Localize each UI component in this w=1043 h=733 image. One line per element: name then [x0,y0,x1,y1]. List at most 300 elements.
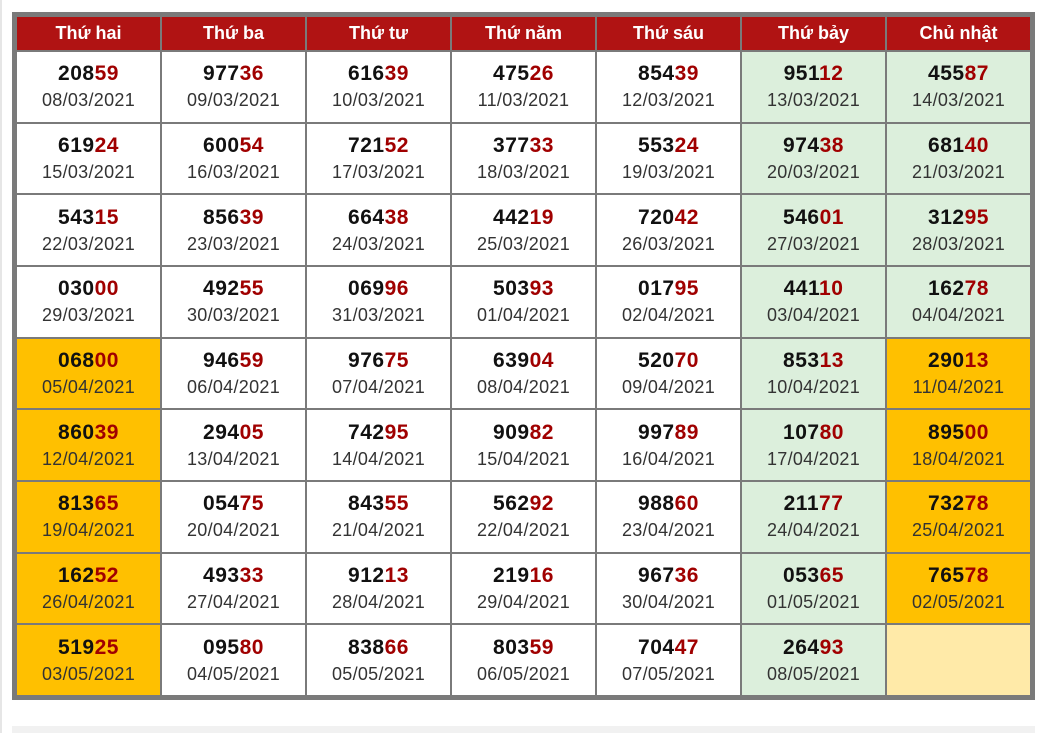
result-date: 04/05/2021 [186,663,281,684]
result-cell [742,410,885,480]
number-head-digits: 107 [783,420,820,444]
result-cell [597,625,740,695]
number-tail-digits: 55 [239,277,264,301]
number-head-digits: 294 [203,420,240,444]
result-date: 17/04/2021 [766,448,861,469]
result-date: 05/05/2021 [331,663,426,684]
number-tail-digits: 42 [674,205,699,229]
result-number [597,490,740,517]
result-cell [17,195,160,265]
number-head-digits: 095 [203,635,240,659]
number-tail-digits: 47 [674,635,699,659]
number-tail-digits: 12 [819,62,844,86]
result-date: 26/04/2021 [41,591,136,612]
number-tail-digits: 10 [819,277,844,301]
result-date: 17/03/2021 [331,161,426,182]
number-tail-digits: 59 [94,62,119,86]
table-row [17,52,1030,122]
number-tail-digits: 95 [964,205,989,229]
result-number [887,60,1030,87]
number-tail-digits: 13 [819,348,844,372]
result-number [162,275,305,302]
number-tail-digits: 92 [529,492,554,516]
number-head-digits: 219 [493,563,530,587]
result-cell [17,52,160,122]
result-cell [742,554,885,624]
number-head-digits: 519 [58,635,95,659]
result-number [742,275,885,302]
result-date: 09/04/2021 [621,376,716,397]
number-head-digits: 803 [493,635,530,659]
number-head-digits: 639 [493,348,530,372]
result-number [17,275,160,302]
result-cell [17,339,160,409]
result-number [452,132,595,159]
result-date: 01/05/2021 [766,591,861,612]
number-tail-digits: 38 [819,133,844,157]
number-head-digits: 895 [928,420,965,444]
number-head-digits: 069 [348,277,385,301]
result-cell [162,267,305,337]
number-head-digits: 765 [928,563,965,587]
result-cell [307,124,450,194]
result-number [307,347,450,374]
number-head-digits: 068 [58,348,95,372]
result-date: 03/05/2021 [41,663,136,684]
number-tail-digits: 93 [529,277,554,301]
header-saturday: Thứ bảy [742,17,885,50]
number-tail-digits: 77 [819,492,844,516]
result-date: 24/04/2021 [766,520,861,541]
result-cell [597,554,740,624]
result-number [162,204,305,231]
result-number [162,347,305,374]
result-number [452,490,595,517]
result-date: 03/04/2021 [766,305,861,326]
number-tail-digits: 24 [674,133,699,157]
result-cell [307,52,450,122]
number-head-digits: 664 [348,205,385,229]
result-date: 23/04/2021 [621,520,716,541]
number-tail-digits: 80 [819,420,844,444]
result-cell [162,625,305,695]
number-head-digits: 976 [348,348,385,372]
result-cell [887,554,1030,624]
result-cell [17,625,160,695]
number-tail-digits: 25 [94,635,119,659]
number-head-digits: 616 [348,62,385,86]
number-head-digits: 742 [348,420,385,444]
result-cell [162,554,305,624]
result-date: 20/04/2021 [186,520,281,541]
result-date: 29/03/2021 [41,305,136,326]
number-tail-digits: 00 [94,348,119,372]
result-date: 04/04/2021 [911,305,1006,326]
result-cell [452,482,595,552]
number-head-digits: 967 [638,563,675,587]
result-number [17,562,160,589]
table-row [17,554,1030,624]
result-cell [742,625,885,695]
result-number [17,490,160,517]
number-head-digits: 475 [493,62,530,86]
number-tail-digits: 39 [94,420,119,444]
number-tail-digits: 13 [964,348,989,372]
number-head-digits: 017 [638,277,675,301]
results-grid [17,52,1030,695]
number-tail-digits: 19 [529,205,554,229]
header-row [17,17,1030,50]
result-date: 28/03/2021 [911,233,1006,254]
number-tail-digits: 52 [384,133,409,157]
number-tail-digits: 95 [674,277,699,301]
result-date: 08/04/2021 [476,376,571,397]
result-date: 24/03/2021 [331,233,426,254]
number-tail-digits: 80 [239,635,264,659]
number-tail-digits: 39 [239,205,264,229]
result-date: 25/04/2021 [911,520,1006,541]
number-tail-digits: 24 [94,133,119,157]
results-table [15,15,1032,697]
number-tail-digits: 05 [239,420,264,444]
result-number [887,275,1030,302]
number-head-digits: 553 [638,133,675,157]
result-cell [307,339,450,409]
number-head-digits: 860 [58,420,95,444]
result-number [17,634,160,661]
result-number [307,204,450,231]
number-head-digits: 600 [203,133,240,157]
result-number [452,347,595,374]
result-date: 06/04/2021 [186,376,281,397]
result-date: 10/03/2021 [331,90,426,111]
number-tail-digits: 75 [384,348,409,372]
result-cell [162,339,305,409]
table-row [17,410,1030,480]
number-head-digits: 377 [493,133,530,157]
number-head-digits: 720 [638,205,675,229]
result-cell [887,52,1030,122]
result-cell [597,482,740,552]
result-number [307,562,450,589]
number-head-digits: 843 [348,492,385,516]
number-tail-digits: 15 [94,205,119,229]
table-row [17,339,1030,409]
result-date: 26/03/2021 [621,233,716,254]
result-number [887,419,1030,446]
result-number [452,275,595,302]
number-head-digits: 030 [58,277,95,301]
result-date: 30/03/2021 [186,305,281,326]
number-head-digits: 977 [203,62,240,86]
result-cell [597,52,740,122]
number-tail-digits: 59 [239,348,264,372]
result-number [742,562,885,589]
number-tail-digits: 00 [964,420,989,444]
result-date: 14/04/2021 [331,448,426,469]
number-tail-digits: 16 [529,563,554,587]
result-number [307,132,450,159]
number-tail-digits: 33 [239,563,264,587]
number-head-digits: 838 [348,635,385,659]
header-sunday: Chủ nhật [887,17,1030,50]
result-cell [742,267,885,337]
result-number [887,562,1030,589]
number-head-digits: 441 [783,277,820,301]
result-date: 27/03/2021 [766,233,861,254]
result-number [742,419,885,446]
result-number [162,490,305,517]
header-thursday: Thứ năm [452,17,595,50]
result-number [742,634,885,661]
number-tail-digits: 82 [529,420,554,444]
result-number [597,634,740,661]
result-cell [742,482,885,552]
result-number [17,204,160,231]
number-head-digits: 912 [348,563,385,587]
result-number [162,419,305,446]
result-cell [597,124,740,194]
number-head-digits: 856 [203,205,240,229]
result-cell [162,195,305,265]
result-cell [307,625,450,695]
result-cell [887,195,1030,265]
table-row [17,195,1030,265]
result-date: 29/04/2021 [476,591,571,612]
table-row [17,482,1030,552]
result-cell [307,482,450,552]
result-cell [307,554,450,624]
result-date: 19/03/2021 [621,161,716,182]
result-cell [887,339,1030,409]
number-tail-digits: 54 [239,133,264,157]
result-cell [452,52,595,122]
result-date: 16/03/2021 [186,161,281,182]
number-head-digits: 546 [783,205,820,229]
number-tail-digits: 01 [819,205,844,229]
result-date: 22/03/2021 [41,233,136,254]
result-number [742,132,885,159]
number-head-digits: 455 [928,62,965,86]
result-cell [307,195,450,265]
result-cell [452,339,595,409]
result-date: 06/05/2021 [476,663,571,684]
result-date: 30/04/2021 [621,591,716,612]
number-tail-digits: 93 [819,635,844,659]
number-head-digits: 054 [203,492,240,516]
number-tail-digits: 78 [964,492,989,516]
number-tail-digits: 39 [384,62,409,86]
result-number [597,204,740,231]
table-row [17,625,1030,695]
result-number [742,347,885,374]
number-tail-digits: 65 [819,563,844,587]
result-date: 12/04/2021 [41,448,136,469]
result-cell [17,267,160,337]
result-number [17,419,160,446]
number-head-digits: 988 [638,492,675,516]
result-date: 28/04/2021 [331,591,426,612]
header-tuesday: Thứ ba [162,17,305,50]
number-head-digits: 503 [493,277,530,301]
result-date: 18/04/2021 [911,448,1006,469]
result-cell [742,339,885,409]
number-tail-digits: 36 [239,62,264,86]
result-number [452,419,595,446]
number-head-digits: 946 [203,348,240,372]
result-cell [452,554,595,624]
number-tail-digits: 87 [964,62,989,86]
footer-strip [12,726,1035,733]
number-head-digits: 619 [58,133,95,157]
number-head-digits: 704 [638,635,675,659]
result-date: 20/03/2021 [766,161,861,182]
result-date: 16/04/2021 [621,448,716,469]
result-date: 02/05/2021 [911,591,1006,612]
result-date: 13/04/2021 [186,448,281,469]
result-cell [597,267,740,337]
result-number [742,60,885,87]
result-cell [597,339,740,409]
number-tail-digits: 13 [384,563,409,587]
result-cell [162,482,305,552]
result-cell [742,195,885,265]
number-head-digits: 208 [58,62,95,86]
result-cell [742,52,885,122]
result-cell [17,124,160,194]
result-number [887,204,1030,231]
number-tail-digits: 40 [964,133,989,157]
number-head-digits: 492 [203,277,240,301]
result-date: 08/03/2021 [41,90,136,111]
left-edge-line [0,0,2,733]
result-cell [452,625,595,695]
number-tail-digits: 96 [384,277,409,301]
result-cell [887,124,1030,194]
number-head-digits: 562 [493,492,530,516]
result-number [307,490,450,517]
result-date: 21/04/2021 [331,520,426,541]
number-head-digits: 909 [493,420,530,444]
result-cell [162,124,305,194]
result-date: 05/04/2021 [41,376,136,397]
number-tail-digits: 04 [529,348,554,372]
result-cell [162,410,305,480]
number-tail-digits: 26 [529,62,554,86]
number-tail-digits: 59 [529,635,554,659]
number-head-digits: 211 [783,492,820,516]
result-number [162,562,305,589]
number-head-digits: 162 [928,277,965,301]
result-cell [597,410,740,480]
result-cell [887,267,1030,337]
number-head-digits: 312 [928,205,965,229]
number-tail-digits: 39 [674,62,699,86]
result-date: 21/03/2021 [911,161,1006,182]
result-date: 01/04/2021 [476,305,571,326]
number-tail-digits: 66 [384,635,409,659]
result-cell [887,482,1030,552]
result-cell [307,267,450,337]
number-head-digits: 053 [783,563,820,587]
number-head-digits: 732 [928,492,965,516]
result-date: 13/03/2021 [766,90,861,111]
result-cell [17,554,160,624]
result-date: 22/04/2021 [476,520,571,541]
number-tail-digits: 89 [674,420,699,444]
result-number [452,60,595,87]
number-head-digits: 264 [783,635,820,659]
number-tail-digits: 65 [94,492,119,516]
result-number [162,634,305,661]
result-number [307,419,450,446]
number-head-digits: 997 [638,420,675,444]
number-head-digits: 520 [638,348,675,372]
number-head-digits: 543 [58,205,95,229]
result-number [17,347,160,374]
table-row [17,267,1030,337]
result-cell [452,124,595,194]
number-tail-digits: 70 [674,348,699,372]
result-number [597,419,740,446]
result-date: 18/03/2021 [476,161,571,182]
result-cell [452,195,595,265]
result-date: 09/03/2021 [186,90,281,111]
result-date: 11/04/2021 [912,376,1005,397]
result-number [742,490,885,517]
result-number [307,60,450,87]
result-number [597,275,740,302]
number-head-digits: 442 [493,205,530,229]
result-cell [162,52,305,122]
result-number [597,60,740,87]
number-tail-digits: 52 [94,563,119,587]
result-cell [307,410,450,480]
number-head-digits: 854 [638,62,675,86]
number-tail-digits: 33 [529,133,554,157]
number-tail-digits: 36 [674,563,699,587]
result-number [307,634,450,661]
result-number [742,204,885,231]
result-cell [17,410,160,480]
result-number [887,490,1030,517]
number-head-digits: 853 [783,348,820,372]
result-number [162,132,305,159]
number-head-digits: 493 [203,563,240,587]
result-cell [597,195,740,265]
results-table-frame [12,12,1035,700]
result-date: 14/03/2021 [911,90,1006,111]
result-number [452,204,595,231]
table-row [17,124,1030,194]
number-head-digits: 290 [928,348,965,372]
result-date: 25/03/2021 [476,233,571,254]
number-head-digits: 721 [348,133,385,157]
result-cell [742,124,885,194]
result-date: 27/04/2021 [186,591,281,612]
result-number [887,347,1030,374]
result-cell [887,625,1030,695]
result-cell [887,410,1030,480]
result-date: 19/04/2021 [41,520,136,541]
number-tail-digits: 78 [964,563,989,587]
result-date: 15/04/2021 [476,448,571,469]
result-date: 07/05/2021 [621,663,716,684]
result-date: 10/04/2021 [766,376,861,397]
number-tail-digits: 60 [674,492,699,516]
result-date: 15/03/2021 [41,161,136,182]
result-number [17,132,160,159]
